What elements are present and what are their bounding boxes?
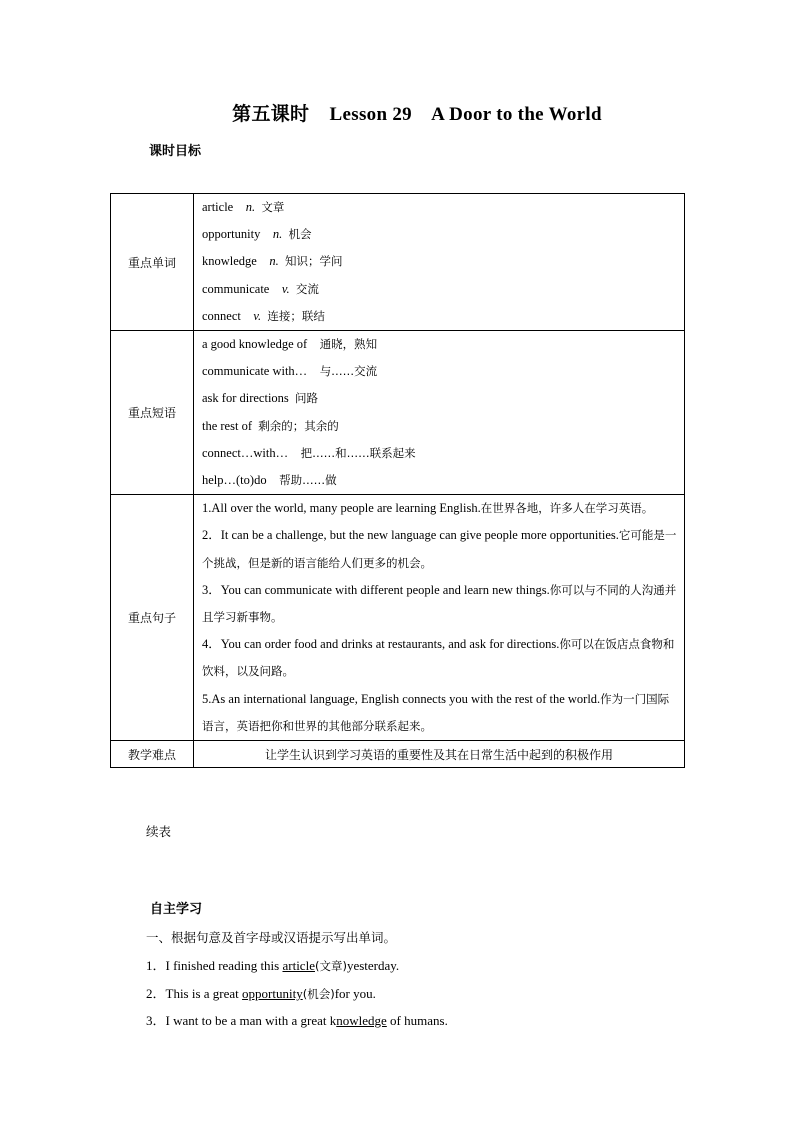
objectives-heading: 课时目标 [149,144,202,159]
phrase-item: communicate with… 与……交流 [202,364,378,379]
words-content [194,194,685,331]
difficulty-row [111,741,685,768]
difficulty-text: 让学生认识到学习英语的重要性及其在日常生活中起到的积极作用 [194,741,685,768]
continued-label: 续表 [146,824,172,839]
sentence-item: 4．You can order food and drinks at restaurants, and ask for directions.你可以在饭店点食物和饮料，以及问路。 [202,637,675,679]
answer-blank: opportunity [242,986,303,1001]
words-label: 重点单词 [111,194,194,331]
phrase-item: connect…with… 把……和……联系起来 [202,445,416,460]
phrases-content [194,331,685,495]
phrase-item: ask for directions 问路 [202,391,319,406]
answer-blank: nowledge [336,1013,387,1028]
word-item: communicate v. 交流 [202,281,319,296]
phrase-item: help…(to)do 帮助……做 [202,473,337,488]
title-lesson-number: 第五课时 [232,104,310,125]
difficulty-label: 教学难点 [111,741,194,768]
answer-blank: article [282,958,315,973]
phrases-row [111,331,685,495]
sentences-row [111,495,685,741]
sentence-item: 5.As an international language, English connects you with the rest of the world.作为一门国际语言，英语把你和世界的其他部分联系起来。 [202,691,670,733]
sentences-content [194,495,685,741]
sentence-item: 3．You can communicate with different people and learn new things.你可以与不同的人沟通并且学习新事物。 [202,582,677,625]
objectives-table [110,193,685,768]
phrase-item: a good knowledge of 通晓，熟知 [202,337,378,352]
exercise-instruction: 一、根据句意及首字母或汉语提示写出单词。 [146,930,397,945]
page-title [0,99,794,126]
phrases-label: 重点短语 [111,331,194,495]
word-item: opportunity n. 机会 [202,227,312,242]
self-study-heading: 自主学习 [150,902,203,917]
title-lesson: Lesson 29 [329,104,412,125]
sentence-item: 2．It can be a challenge, but the new language can give people more opportunities.它可能是一个挑战，但是新的语言能给人们更多的机会。 [202,528,677,570]
exercise-item: 1．I finished reading this article(文章)yesterday. [146,958,400,973]
sentence-item: 1.All over the world, many people are learning English.在世界各地，许多人在学习英语。 [202,501,654,516]
words-row [111,194,685,331]
word-item: connect v. 连接；联结 [202,308,325,323]
phrase-item: the rest of 剩余的；其余的 [202,418,339,433]
exercise-item: 3．I want to be a man with a great knowledge of humans. [146,1013,448,1028]
word-item: article n. 文章 [202,200,285,214]
title-topic: A Door to the World [431,104,602,125]
exercise-item: 2．This is a great opportunity(机会)for you. [146,986,376,1001]
sentences-label: 重点句子 [111,495,194,741]
word-item: knowledge n. 知识；学问 [202,254,343,269]
